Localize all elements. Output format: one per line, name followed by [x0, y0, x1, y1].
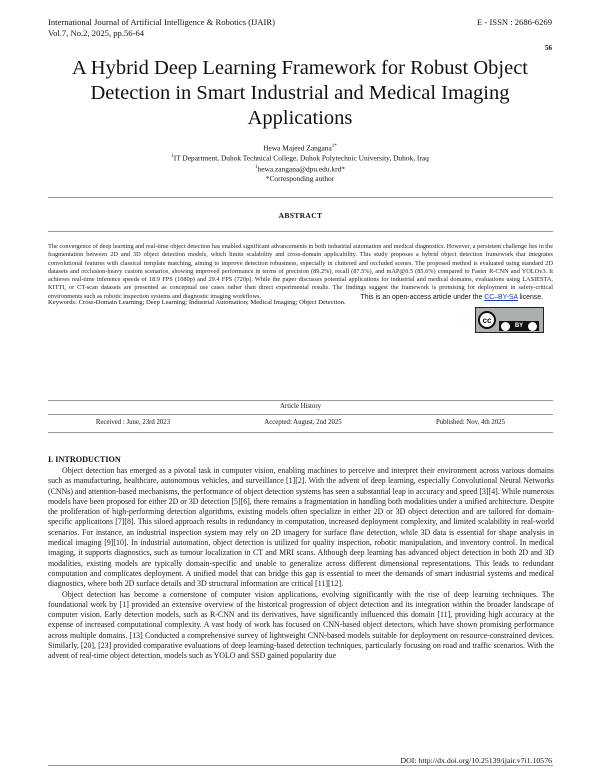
share-alike-icon: [528, 322, 537, 331]
page-number: 56: [545, 44, 552, 52]
cc-logo-icon: cc: [478, 311, 496, 329]
email-line: [100, 163, 500, 174]
history-heading: Article History: [280, 403, 321, 410]
divider: [48, 414, 553, 415]
author-sup: 1*: [331, 144, 337, 149]
corresponding-author: *Corresponding author: [265, 174, 335, 183]
divider: [48, 231, 553, 232]
cc-attribution-strip: [499, 321, 539, 331]
abstract-heading: ABSTRACT: [278, 211, 323, 220]
accepted-date: Accepted: August, 2nd 2025: [264, 419, 342, 426]
license-link[interactable]: CC–BY-SA: [484, 294, 518, 301]
keywords-label: Keywords:: [48, 299, 77, 306]
email-mark: *: [341, 164, 345, 174]
author-email[interactable]: hewa.zangana@dpu.edu.krd: [257, 164, 342, 174]
affiliation-sup: 1: [171, 154, 174, 159]
abstract-text: The convergence of deep learning and real-time object detection has enabled significant advancements in both industrial automation and medical diagnostics. However, a persistent challenge lies in the fragmentation between 2D and 3D object detection models, which limits scalability and cross-domain applicability. This study proposes a hybrid object detection framework that integrates convolutional features with classical template matching, aiming to improve detection robustness, especially in cluttered and occluded scenes. The proposed method is evaluated using standard 2D datasets and occlusion-heavy custom scenarios, showing improved performance in terms of precision (89.2%), recall (87.5%), and mAP@0.5 (85.6%) compared to Faster R-CNN and YOLOv3. It achieves real-time inference speeds of 18.9 FPS (1080p) and 29.4 FPS (720p). While the paper discusses potential applications for industrial and medical domains, evaluations using LASIESTA, KITTI, or CT-scan datasets are presented as conceptual use cases rather than direct experimental results. The findings suggest the framework is promising for deployment in safety-critical environments such as robotic inspection systems and diagnostic imaging workflows.: [48, 243, 553, 300]
journal-name: International Journal of Artificial Intelligence & Robotics (IJAIR): [48, 17, 275, 27]
volume-info: Vol.7, No.2, 2025, pp.56-64: [48, 28, 145, 38]
keywords: [48, 299, 346, 307]
paragraph: Object detection has emerged as a pivotal task in computer vision, enabling machines to perceive and interpret their environment across various domains such as manufacturing, healthcare, autonomous vehicles, and surveillance [1][2]. With the advent of deep learning, especially Convolutional Neural Networks (CNNs) and attention-based mechanisms, the performance of object detection systems has seen a substantial leap in accuracy and speed [3][4]. While numerous models have been proposed for either 2D or 3D detection [5][6], there remains a fragmentation in handling both modalities under a unified architecture. Despite the proliferation of high-performing detection algorithms, existing models often specialize in either 2D or 3D object detection and are tailored for domain-specific applications [7][8]. This siloed approach results in redundancy in computation, increased deployment complexity, and limited scalability in real-world scenarios. For instance, an industrial inspection system may rely on 2D imagery for surface flaw detection, while 3D data is essential for shape analysis in medical imaging [9][10]. In industrial automation, object detection is utilized for quality inspection, robotic manipulation, and inventory control. In medical imaging, it supports diagnostics, such as tumour localization in CT and MRI scans. Although deep learning has advanced object detection in both 2D and 3D modalities, existing models are typically domain-specific and unable to generalize across different dimensional representations. This leads to redundant computation and complicates deployment. A unified model that can bridge this gap is essential to meet the demands of smart industrial systems and medical diagnostics, where both 2D surface details and 3D structural information are critical [11][12].: [48, 466, 554, 589]
cc-by-label: BY: [514, 323, 524, 329]
paper-title: A Hybrid Deep Learning Framework for Robust Object Detection in Smart Industrial and Medical Imaging Applications: [71, 57, 528, 129]
section-heading: I. INTRODUCTION: [48, 455, 121, 464]
cc-license-badge[interactable]: [475, 307, 544, 333]
license-suffix: license.: [517, 294, 543, 301]
paragraph: Object detection has become a cornerstone of computer vision applications, evolving significantly with the rise of deep learning techniques. The foundational work by [1] provided an extensive overview of the historical progression of object detection and its integration within the broader landscape of computer vision. Early detection models, such as R-CNN and its derivatives, have significantly influenced this domain [11], providing high accuracy at the expense of increased computational complexity. A vast body of work has focused on CNN-based object detectors, which have shown promising performance across multiple domains. [13] Conducted a comprehensive survey of lightweight CNN-based models suitable for deployment on resource-constrained devices. Similarly, [20], [23] provided comparative evaluations of deep learning-based detection techniques, particularly focusing on road and traffic scenarios. With the advent of real-time object detection, models such as YOLO and SSD gained popularity due: [48, 589, 554, 661]
email-sup: 1: [255, 165, 258, 170]
section-body: [48, 466, 554, 662]
keywords-text: Cross-Domain Learning; Deep Learning; Industrial Automation; Medical Imaging; Object Detection.: [78, 299, 346, 306]
affiliation: IT Department, Duhok Technical College, Duhok Polytechnic University, Duhok, Iraq: [173, 153, 429, 163]
divider: [48, 197, 553, 198]
published-date: Published: Nov, 4th 2025: [435, 419, 506, 426]
license-line: [361, 294, 543, 302]
divider: [48, 432, 553, 433]
divider: [48, 400, 553, 401]
doi[interactable]: DOI: http://dx.doi.org/10.25139/ijair.v7i1.10576: [397, 756, 552, 765]
person-icon: [501, 322, 510, 331]
affiliation-line: [60, 152, 540, 163]
issn: E - ISSN : 2686-6269: [477, 17, 552, 27]
author-name: Hewa Majeed Zangana: [263, 143, 332, 153]
received-date: Received : June, 23rd 2023: [95, 419, 171, 426]
license-prefix: This is an open-access article under the: [360, 294, 485, 301]
footer-divider: [48, 765, 553, 766]
